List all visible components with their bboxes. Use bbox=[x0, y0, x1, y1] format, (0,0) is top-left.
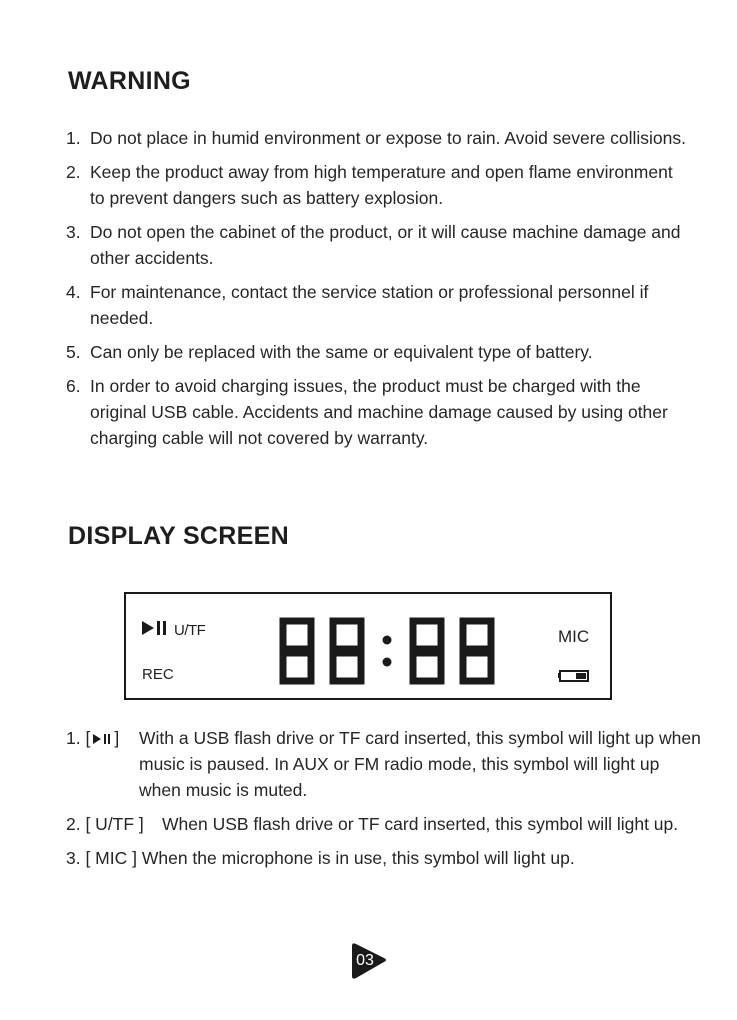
symbol-item-mic bbox=[66, 845, 706, 871]
item-number: 3. bbox=[66, 222, 81, 242]
item-number: 1. bbox=[66, 128, 81, 148]
display-panel bbox=[124, 592, 612, 700]
warning-heading: WARNING bbox=[68, 67, 191, 95]
battery-icon bbox=[556, 670, 592, 688]
item-text: When USB flash drive or TF card inserted, this symbol will light up. bbox=[162, 814, 679, 834]
item-text: With a USB flash drive or TF card inserted, this symbol will light up when music is paused. In AUX or FM radio mode, this symbol will light up when music is muted. bbox=[139, 728, 701, 800]
item-number: 5. bbox=[66, 342, 81, 362]
display-screen-heading: DISPLAY SCREEN bbox=[68, 522, 289, 550]
item-text: In order to avoid charging issues, the product must be charged with the original USB cable. Accidents and machine damage caused by using other charging cable will not covered by warranty. bbox=[90, 376, 668, 448]
display-symbol-list bbox=[66, 725, 706, 879]
item-text: Do not open the cabinet of the product, or it will cause machine damage and other accidents. bbox=[90, 222, 681, 268]
seven-segment-digits bbox=[276, 616, 496, 686]
mic-indicator: MIC bbox=[558, 627, 590, 646]
item-text: When the microphone is in use, this symbol will light up. bbox=[141, 848, 575, 868]
item-number: 3. [ MIC ] bbox=[66, 848, 137, 868]
warning-item bbox=[66, 339, 686, 365]
utf-indicator: U/TF bbox=[174, 622, 206, 639]
page-number: 03 bbox=[356, 952, 374, 969]
symbol-item-utf bbox=[66, 811, 706, 837]
item-number: 6. bbox=[66, 376, 81, 396]
warning-item bbox=[66, 125, 686, 151]
item-number: 2. bbox=[66, 162, 81, 182]
item-number: 2. [ U/TF ] bbox=[66, 814, 144, 834]
play-pause-icon bbox=[92, 733, 112, 745]
play-pause-icon bbox=[142, 620, 168, 636]
item-text: Can only be replaced with the same or equivalent type of battery. bbox=[90, 342, 593, 362]
symbol-item-play-pause bbox=[66, 725, 706, 803]
warning-item bbox=[66, 159, 686, 211]
warning-item bbox=[66, 373, 686, 451]
warning-list bbox=[66, 125, 686, 459]
item-text: Do not place in humid environment or expose to rain. Avoid severe collisions. bbox=[90, 128, 686, 148]
item-text: For maintenance, contact the service station or professional personnel if needed. bbox=[90, 282, 649, 328]
warning-item bbox=[66, 279, 686, 331]
item-number: 4. bbox=[66, 282, 81, 302]
item-text: Keep the product away from high temperature and open flame environment to prevent dangers such as battery explosion. bbox=[90, 162, 673, 208]
warning-item bbox=[66, 219, 686, 271]
item-number: 1. [ ] bbox=[66, 728, 120, 748]
rec-indicator: REC bbox=[142, 666, 174, 683]
